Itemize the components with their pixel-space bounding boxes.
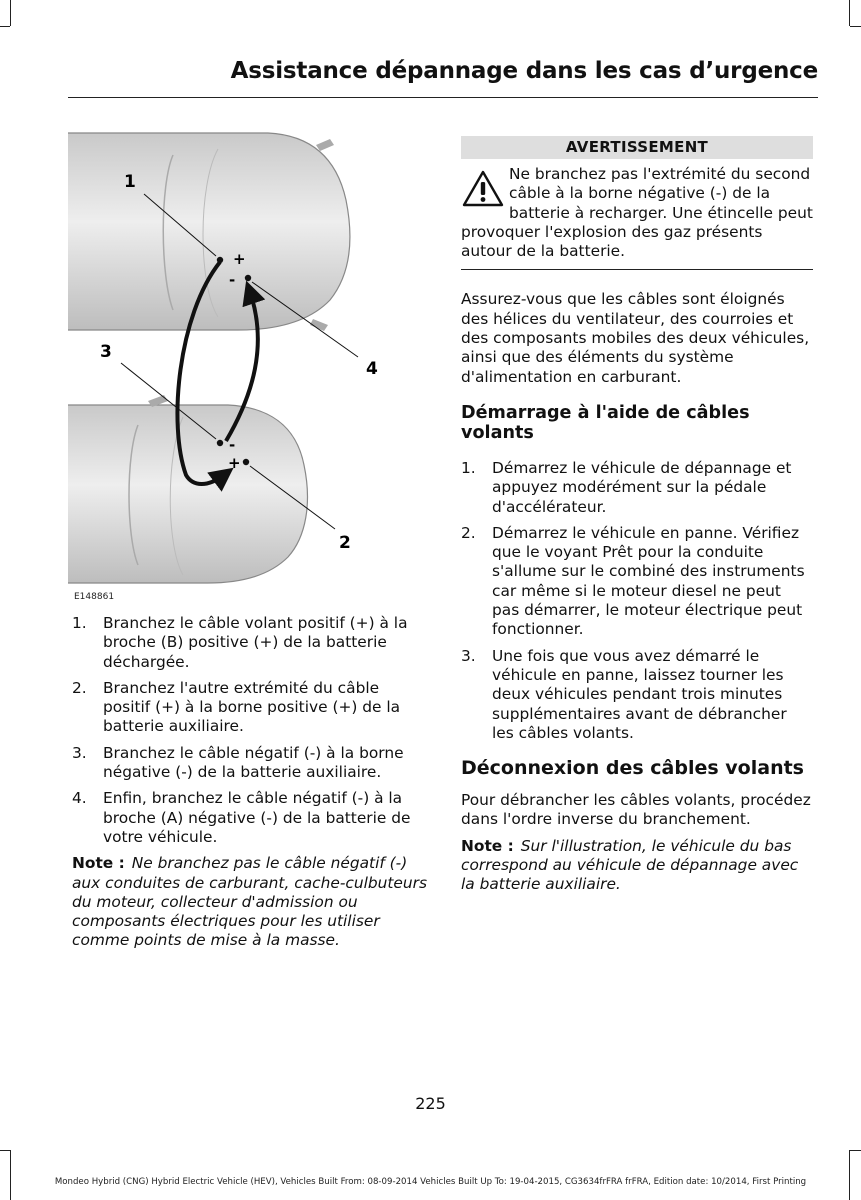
note-label: Note : xyxy=(72,854,125,873)
crop-mark xyxy=(10,0,11,26)
crop-mark xyxy=(850,26,861,27)
note-text: Sur l'illustration, le véhicule du bas correspond au véhicule de dépannage avec la batterie auxiliaire. xyxy=(461,836,799,894)
crop-mark xyxy=(849,1150,850,1200)
disabled-vehicle xyxy=(68,133,350,331)
page-title: Assistance dépannage dans les cas d’urgence xyxy=(230,58,818,84)
jump-start-diagram xyxy=(68,125,430,605)
warning-title: AVERTISSEMENT xyxy=(461,136,813,159)
crop-mark xyxy=(0,26,10,27)
header-divider xyxy=(68,97,818,98)
callout-3: 3 xyxy=(100,342,112,362)
step-number: 2. xyxy=(72,678,87,697)
callout-4: 4 xyxy=(366,359,378,379)
warning-divider xyxy=(461,269,813,270)
crop-mark xyxy=(850,1150,861,1151)
crop-mark xyxy=(0,1150,10,1151)
assist-vehicle xyxy=(68,395,307,583)
list-item xyxy=(72,744,427,783)
list-item xyxy=(72,614,427,672)
list-item xyxy=(461,524,813,640)
figure-id: E148861 xyxy=(74,592,115,602)
right-column xyxy=(461,136,813,910)
warning-box xyxy=(461,165,813,261)
list-item xyxy=(72,789,427,847)
footer-text: Mondeo Hybrid (CNG) Hybrid Electric Vehicle (HEV), Vehicles Built From: 08-09-2014 Vehicles Built Up To: 19-04-2015, CG3634frFRA frFRA, Edition date: 10/2014, First Printing xyxy=(54,1177,807,1187)
step-number: 3. xyxy=(72,743,87,762)
terminal-dot xyxy=(245,275,251,281)
page-number: 225 xyxy=(415,1094,446,1113)
step-number: 2. xyxy=(461,523,476,542)
terminal-dot xyxy=(217,440,223,446)
crop-mark xyxy=(10,1150,11,1200)
step-number: 3. xyxy=(461,646,476,665)
list-item xyxy=(72,679,427,737)
step-text: Branchez le câble négatif (-) à la borne négative (-) de la batterie auxiliaire. xyxy=(103,743,404,782)
plus-sign: + xyxy=(228,454,241,472)
step-number: 1. xyxy=(461,458,476,477)
callout-1: 1 xyxy=(124,172,136,192)
note-text: Ne branchez pas le câble négatif (-) aux conduites de carburant, cache-culbuteurs du moteur, collecteur d'admission ou composants électriques pour les utiliser comme points de mise à la masse. xyxy=(72,854,427,950)
jump-start-steps xyxy=(461,459,813,743)
step-text: Démarrez le véhicule de dépannage et appuyez modérément sur la pédale d'accélérateur. xyxy=(492,458,792,516)
terminal-dot xyxy=(243,459,249,465)
step-text: Une fois que vous avez démarré le véhicule en panne, laissez tourner les deux véhicules pendant trois minutes supplémentaires avant de débrancher les câbles volants. xyxy=(492,646,787,742)
step-text: Branchez le câble volant positif (+) à la broche (B) positive (+) de la batterie déchargée. xyxy=(103,614,408,671)
intro-paragraph: Assurez-vous que les câbles sont éloignés des hélices du ventilateur, des courroies et des composants mobiles des deux véhicules, ainsi que des éléments du système d'alimentation en carburant. xyxy=(461,290,810,386)
step-text: Enfin, branchez le câble négatif (-) à la broche (A) négative (-) de la batterie de votre véhicule. xyxy=(103,789,411,846)
jump-start-illustration xyxy=(68,125,430,605)
plus-sign: + xyxy=(233,250,246,268)
warning-triangle-icon xyxy=(461,169,505,209)
crop-mark xyxy=(849,0,850,26)
callout-2: 2 xyxy=(339,533,351,553)
list-item xyxy=(461,647,813,743)
step-text: Démarrez le véhicule en panne. Vérifiez que le voyant Prêt pour la conduite s'allume sur le combiné des instruments car même si le moteur diesel ne peut pas démarrer, le moteur électrique peut fonctionner. xyxy=(492,523,805,639)
note-grounding xyxy=(72,854,427,950)
disconnect-heading: Déconnexion des câbles volants xyxy=(461,757,804,780)
minus-sign: - xyxy=(229,436,236,454)
minus-sign: - xyxy=(229,271,236,289)
step-text: Branchez l'autre extrémité du câble positif (+) à la borne positive (+) de la batterie auxiliaire. xyxy=(103,678,401,736)
note-label: Note : xyxy=(461,836,514,855)
note-illustration xyxy=(461,837,813,895)
left-column xyxy=(72,614,427,951)
connection-steps xyxy=(72,614,427,847)
warning-text: Ne branchez pas l'extrémité du second câble à la borne négative (-) de la batterie à recharger. Une étincelle peut provoquer l'explosion des gaz présents autour de la batterie. xyxy=(461,165,813,261)
jump-start-heading: Démarrage à l'aide de câbles volants xyxy=(461,402,750,443)
step-number: 4. xyxy=(72,789,87,808)
step-number: 1. xyxy=(72,614,87,632)
terminal-dot xyxy=(217,257,223,263)
disconnect-paragraph: Pour débrancher les câbles volants, procédez dans l'ordre inverse du branchement. xyxy=(461,791,811,829)
list-item xyxy=(461,459,813,517)
